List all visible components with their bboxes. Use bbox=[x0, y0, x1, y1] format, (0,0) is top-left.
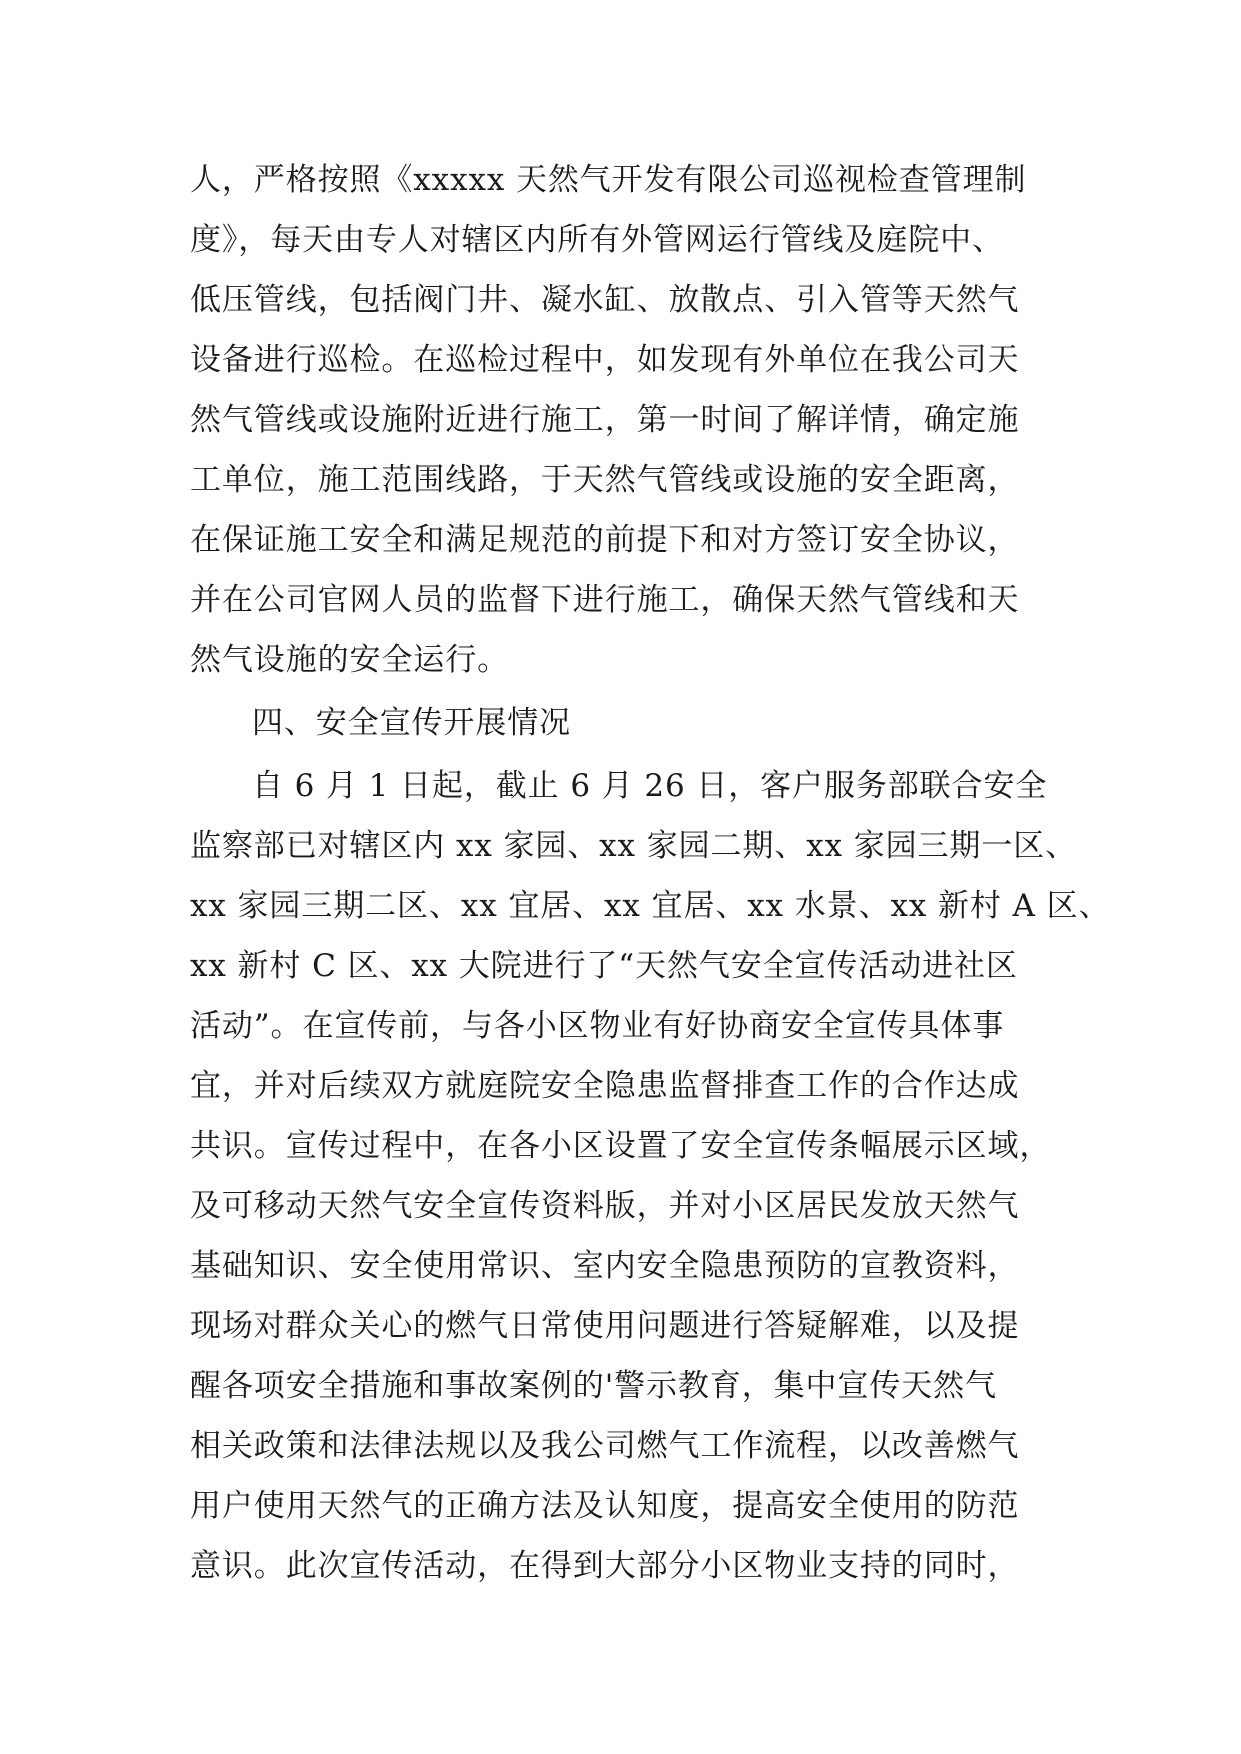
text-line: xx 新村 C 区、xx 大院进行了“天然气安全宣传活动进社区 bbox=[190, 948, 1018, 984]
text-line: 宜，并对后续双方就庭院安全隐患监督排查工作的合作达成 bbox=[190, 1068, 1020, 1104]
text-line: 意识。此次宣传活动，在得到大部分小区物业支持的同时， bbox=[190, 1548, 1020, 1584]
text-line: 监察部已对辖区内 xx 家园、xx 家园二期、xx 家园三期一区、 bbox=[190, 828, 1078, 864]
text-line: xx 家园三期二区、xx 宜居、xx 宜居、xx 水景、xx 新村 A 区、 bbox=[190, 888, 1111, 924]
text-line: 现场对群众关心的燃气日常使用问题进行答疑解难，以及提 bbox=[190, 1308, 1020, 1344]
section-heading: 四、安全宣传开展情况 bbox=[252, 705, 571, 741]
text-line: 基础知识、安全使用常识、室内安全隐患预防的宣教资料， bbox=[190, 1248, 1020, 1284]
text-line: 然气设施的安全运行。 bbox=[190, 642, 509, 678]
text-line: 设备进行巡检。在巡检过程中，如发现有外单位在我公司天 bbox=[190, 342, 1020, 378]
text-line: 工单位，施工范围线路，于天然气管线或设施的安全距离， bbox=[190, 462, 1020, 498]
text-line: 自 6 月 1 日起，截止 6 月 26 日，客户服务部联合安全 bbox=[252, 768, 1048, 804]
text-line: 及可移动天然气安全宣传资料版，并对小区居民发放天然气 bbox=[190, 1188, 1020, 1224]
text-line: 相关政策和法律法规以及我公司燃气工作流程，以改善燃气 bbox=[190, 1428, 1020, 1464]
text-line: 共识。宣传过程中，在各小区设置了安全宣传条幅展示区域， bbox=[190, 1128, 1052, 1164]
text-line: 人，严格按照《xxxxx 天然气开发有限公司巡视检查管理制 bbox=[190, 162, 1027, 198]
text-line: 并在公司官网人员的监督下进行施工，确保天然气管线和天 bbox=[190, 582, 1020, 618]
text-line: 活动”。在宣传前，与各小区物业有好协商安全宣传具体事 bbox=[190, 1008, 1005, 1044]
text-line: 用户使用天然气的正确方法及认知度，提高安全使用的防范 bbox=[190, 1488, 1020, 1524]
text-line: 在保证施工安全和满足规范的前提下和对方签订安全协议， bbox=[190, 522, 1020, 558]
text-line: 度》，每天由专人对辖区内所有外管网运行管线及庭院中、 bbox=[190, 222, 1004, 258]
text-line: 醒各项安全措施和事故案例的'警示教育，集中宣传天然气 bbox=[190, 1368, 997, 1404]
text-line: 然气管线或设施附近进行施工，第一时间了解详情，确定施 bbox=[190, 402, 1020, 438]
text-line: 低压管线，包括阀门井、凝水缸、放散点、引入管等天然气 bbox=[190, 282, 1020, 318]
